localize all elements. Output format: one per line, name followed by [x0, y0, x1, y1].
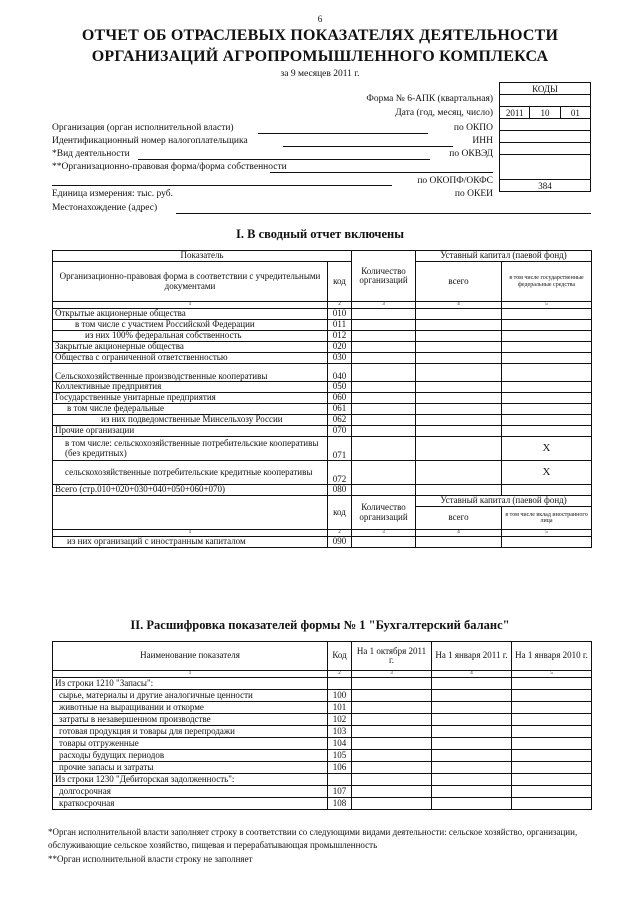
row-code: 040 — [328, 364, 352, 382]
value-cell[interactable] — [512, 714, 592, 726]
value-cell[interactable] — [432, 726, 512, 738]
row-code: 062 — [328, 415, 352, 426]
value-cell[interactable] — [352, 786, 432, 798]
row-code: 100 — [328, 690, 352, 702]
row-code: 105 — [328, 750, 352, 762]
codes-header: КОДЫ — [500, 83, 591, 95]
row-code: 070 — [328, 426, 352, 437]
row-label: Общества с ограниченной ответственностью — [53, 353, 328, 364]
value-cell[interactable] — [416, 393, 502, 404]
row-code: 080 — [328, 485, 352, 496]
table-row — [53, 762, 592, 774]
table-row — [53, 404, 592, 415]
value-cell[interactable] — [352, 750, 432, 762]
value-cell[interactable] — [502, 353, 592, 364]
row-code: 012 — [328, 331, 352, 342]
value-cell[interactable] — [502, 393, 592, 404]
row-label: Закрытые акционерные общества — [53, 342, 328, 353]
value-cell[interactable] — [352, 353, 416, 364]
table-row — [53, 690, 592, 702]
table-row — [53, 393, 592, 404]
col-num: 2 — [328, 671, 352, 678]
date-day-cell[interactable]: 01 — [560, 107, 590, 119]
h-indicator: Показатель — [53, 251, 352, 262]
row-code: 108 — [328, 798, 352, 810]
value-cell[interactable] — [352, 309, 416, 320]
table-row — [53, 461, 592, 485]
value-cell[interactable] — [416, 485, 502, 496]
value-cell[interactable] — [352, 798, 432, 810]
value-cell[interactable] — [352, 714, 432, 726]
row-label: Коллективные предприятия — [53, 382, 328, 393]
okopf-label: по ОКОПФ/ОКФС — [417, 176, 493, 186]
value-cell[interactable] — [416, 320, 502, 331]
okved-cell[interactable] — [500, 143, 591, 155]
table-row — [53, 437, 592, 461]
col-num: 4 — [416, 302, 502, 309]
inn-code-label: ИНН — [472, 136, 493, 146]
blank-cell — [53, 496, 328, 530]
h-date2: На 1 января 2011 г. — [432, 642, 512, 671]
row-label: Государственные унитарные предприятия — [53, 393, 328, 404]
col-num: 1 — [53, 530, 328, 537]
row-code: 101 — [328, 702, 352, 714]
value-cell[interactable] — [502, 320, 592, 331]
value-cell[interactable] — [416, 404, 502, 415]
value-cell[interactable] — [416, 382, 502, 393]
report-title-line1: ОТЧЕТ ОБ ОТРАСЛЕВЫХ ПОКАЗАТЕЛЯХ ДЕЯТЕЛЬНОСТИ — [81, 27, 559, 44]
date-label: Дата (год, месяц, число) — [395, 108, 493, 118]
x-mark: X — [502, 461, 592, 485]
value-cell[interactable] — [502, 415, 592, 426]
value-cell[interactable] — [352, 702, 432, 714]
h-state-funds: в том числе государственные федеральные средства — [502, 262, 592, 302]
value-cell[interactable] — [432, 798, 512, 810]
okved-label: по ОКВЭД — [449, 149, 493, 159]
value-cell[interactable] — [432, 702, 512, 714]
value-cell[interactable] — [352, 342, 416, 353]
row-code: 011 — [328, 320, 352, 331]
row-label: Всего (стр.010+020+030+040+050+060+070) — [53, 485, 328, 496]
okpo-label: по ОКПО — [453, 123, 493, 133]
row-code: 010 — [328, 309, 352, 320]
date-month-cell[interactable]: 10 — [530, 107, 560, 119]
col-num: 3 — [352, 530, 416, 537]
table-row — [53, 702, 592, 714]
value-cell[interactable] — [416, 461, 502, 485]
legal-form-label: **Организационно-правовая форма/форма собственности — [52, 162, 287, 172]
table-row — [53, 364, 592, 382]
codes-table — [499, 82, 591, 192]
okopf-cell[interactable] — [500, 155, 591, 180]
col-num: 5 — [512, 671, 592, 678]
row-code: 020 — [328, 342, 352, 353]
row-code: 107 — [328, 786, 352, 798]
value-cell[interactable] — [502, 537, 592, 548]
row-label: затраты в незавершенном производстве — [53, 714, 328, 726]
inn-cell[interactable] — [500, 131, 591, 143]
value-cell[interactable] — [512, 762, 592, 774]
value-cell[interactable] — [416, 537, 502, 548]
activity-input-line[interactable] — [138, 159, 430, 160]
h-orgform: Организационно-правовая форма в соответствии с учредительными документами — [53, 262, 328, 302]
value-cell[interactable] — [352, 393, 416, 404]
row-label: готовая продукция и товары для перепродажи — [53, 726, 328, 738]
h2-total: всего — [416, 507, 502, 530]
section2-table — [52, 641, 592, 810]
row-code: 072 — [328, 461, 352, 485]
value-cell[interactable] — [512, 678, 592, 690]
value-cell[interactable] — [352, 774, 432, 786]
value-cell[interactable] — [352, 461, 416, 485]
row-code: 060 — [328, 393, 352, 404]
value-cell[interactable] — [502, 309, 592, 320]
table-row — [53, 353, 592, 364]
x-mark: X — [502, 437, 592, 461]
legal-form-input-line[interactable] — [270, 172, 493, 173]
table-row — [53, 738, 592, 750]
row-code: 103 — [328, 726, 352, 738]
row-label: Из строки 1230 "Дебиторская задолженность": — [53, 774, 328, 786]
value-cell[interactable] — [512, 702, 592, 714]
table-row — [53, 786, 592, 798]
value-cell[interactable] — [502, 426, 592, 437]
table-row — [53, 678, 592, 690]
activity-label: *Вид деятельности — [52, 149, 130, 159]
row-label: из них организаций с иностранным капиталом — [53, 537, 328, 548]
table-row — [53, 342, 592, 353]
value-cell[interactable] — [352, 485, 416, 496]
table-row — [53, 537, 592, 548]
value-cell[interactable] — [352, 690, 432, 702]
value-cell[interactable] — [352, 415, 416, 426]
value-cell[interactable] — [352, 364, 416, 382]
h-date3: На 1 января 2010 г. — [512, 642, 592, 671]
col-num: 4 — [432, 671, 512, 678]
col-num: 5 — [502, 302, 592, 309]
value-cell[interactable] — [512, 786, 592, 798]
value-cell[interactable] — [416, 415, 502, 426]
row-code: 102 — [328, 714, 352, 726]
row-code: 061 — [328, 404, 352, 415]
section2-heading: II. Расшифровка показателей формы № 1 "Бухгалтерский баланс" — [130, 618, 510, 632]
value-cell[interactable] — [352, 320, 416, 331]
table-row — [53, 426, 592, 437]
row-code: 030 — [328, 353, 352, 364]
unit-label: Единица измерения: тыс. руб. — [52, 189, 173, 199]
okei-cell: 384 — [500, 180, 591, 192]
value-cell[interactable] — [352, 537, 416, 548]
row-code: 071 — [328, 437, 352, 461]
value-cell[interactable] — [416, 342, 502, 353]
h2-count: Количество организаций — [352, 496, 416, 530]
table-row — [53, 485, 592, 496]
value-cell[interactable] — [432, 774, 512, 786]
h-code2: Код — [328, 642, 352, 671]
org-label: Организация (орган исполнительной власти) — [52, 123, 234, 133]
value-cell[interactable] — [352, 678, 432, 690]
row-label: Открытые акционерные общества — [53, 309, 328, 320]
inn-input-line[interactable] — [283, 146, 453, 147]
row-label: прочие запасы и затраты — [53, 762, 328, 774]
row-label: в том числе федеральные — [53, 404, 328, 415]
section1-heading: I. В сводный отчет включены — [236, 227, 404, 241]
report-title-line2: ОРГАНИЗАЦИЙ АГРОПРОМЫШЛЕННОГО КОМПЛЕКСА — [91, 48, 549, 65]
value-cell[interactable] — [432, 690, 512, 702]
value-cell[interactable] — [416, 309, 502, 320]
row-label: сырье, материалы и другие аналогичные ценности — [53, 690, 328, 702]
okpo-cell[interactable] — [500, 119, 591, 131]
col-num: 3 — [352, 671, 432, 678]
h2-foreign: в том числе вклад иностранного лица — [502, 507, 592, 530]
row-code — [328, 678, 352, 690]
col-num: 1 — [53, 671, 328, 678]
value-cell[interactable] — [502, 404, 592, 415]
value-cell[interactable] — [416, 331, 502, 342]
table-row — [53, 309, 592, 320]
value-cell[interactable] — [512, 798, 592, 810]
value-cell[interactable] — [352, 762, 432, 774]
value-cell[interactable] — [432, 750, 512, 762]
row-label: краткосрочная — [53, 798, 328, 810]
h-charter: Уставный капитал (паевой фонд) — [416, 251, 592, 262]
value-cell[interactable] — [352, 738, 432, 750]
value-cell[interactable] — [432, 738, 512, 750]
table-row — [53, 714, 592, 726]
row-code — [328, 774, 352, 786]
okei-label: по ОКЕИ — [454, 189, 493, 199]
legal-form-input-line2[interactable] — [52, 185, 392, 186]
section1-table — [52, 250, 592, 548]
value-cell[interactable] — [432, 762, 512, 774]
page-number: 6 — [317, 14, 323, 24]
table-row — [53, 798, 592, 810]
value-cell[interactable] — [416, 364, 502, 382]
row-label: сельскохозяйственные потребительские кредитные кооперативы — [53, 461, 328, 485]
value-cell[interactable] — [512, 690, 592, 702]
value-cell[interactable] — [512, 726, 592, 738]
value-cell[interactable] — [512, 750, 592, 762]
h2-code: код — [328, 496, 352, 530]
value-cell[interactable] — [416, 437, 502, 461]
org-input-line[interactable] — [258, 133, 428, 134]
col-num: 2 — [328, 302, 352, 309]
location-input-line[interactable] — [176, 213, 591, 214]
row-label: из них подведомственные Минсельхозу России — [53, 415, 328, 426]
col-num: 2 — [328, 530, 352, 537]
h-code: код — [328, 262, 352, 302]
value-cell[interactable] — [352, 437, 416, 461]
value-cell[interactable] — [502, 382, 592, 393]
h2-charter: Уставный капитал (паевой фонд) — [416, 496, 592, 507]
value-cell[interactable] — [432, 786, 512, 798]
footnote-2: **Орган исполнительной власти строку не заполняет — [48, 854, 253, 864]
row-code: 106 — [328, 762, 352, 774]
value-cell[interactable] — [502, 331, 592, 342]
row-label: в том числе с участием Российской Федерации — [53, 320, 328, 331]
row-label: из них 100% федеральная собственность — [53, 331, 328, 342]
value-cell[interactable] — [352, 726, 432, 738]
value-cell[interactable] — [432, 678, 512, 690]
value-cell[interactable] — [416, 426, 502, 437]
table-row — [53, 750, 592, 762]
h-count: Количество организаций — [352, 251, 416, 302]
row-label: долгосрочная — [53, 786, 328, 798]
table-row — [53, 382, 592, 393]
row-code: 090 — [328, 537, 352, 548]
row-label: Прочие организации — [53, 426, 328, 437]
value-cell[interactable] — [512, 738, 592, 750]
location-label: Местонахождение (адрес) — [52, 203, 158, 213]
form-label: Форма № 6-АПК (квартальная) — [366, 94, 493, 104]
table-row — [53, 415, 592, 426]
form-code-cell[interactable] — [500, 95, 591, 107]
row-code: 050 — [328, 382, 352, 393]
row-label: Из строки 1210 "Запасы": — [53, 678, 328, 690]
value-cell[interactable] — [352, 331, 416, 342]
value-cell[interactable] — [432, 714, 512, 726]
table-row — [53, 320, 592, 331]
row-label: Сельскохозяйственные производственные кооперативы — [53, 364, 328, 382]
value-cell[interactable] — [502, 342, 592, 353]
row-label: животные на выращивании и откорме — [53, 702, 328, 714]
h-date1: На 1 октября 2011 г. — [352, 642, 432, 671]
table-row — [53, 774, 592, 786]
value-cell[interactable] — [512, 774, 592, 786]
col-num: 1 — [53, 302, 328, 309]
value-cell[interactable] — [352, 404, 416, 415]
value-cell[interactable] — [416, 353, 502, 364]
col-num: 5 — [502, 530, 592, 537]
report-period: за 9 месяцев 2011 г. — [280, 69, 360, 79]
row-label: в том числе: сельскохозяйственные потребительские кооперативы (без кредитных) — [53, 437, 328, 461]
col-num: 3 — [352, 302, 416, 309]
row-code: 104 — [328, 738, 352, 750]
row-label: расходы будущих периодов — [53, 750, 328, 762]
value-cell[interactable] — [502, 485, 592, 496]
col-num: 4 — [416, 530, 502, 537]
inn-label: Идентификационный номер налогоплательщика — [52, 136, 248, 146]
date-year-cell[interactable]: 2011 — [500, 107, 530, 119]
value-cell[interactable] — [502, 364, 592, 382]
row-label: товары отгруженные — [53, 738, 328, 750]
value-cell[interactable] — [352, 426, 416, 437]
h-name: Наименование показателя — [53, 642, 328, 671]
table-row — [53, 331, 592, 342]
value-cell[interactable] — [352, 382, 416, 393]
footnote-1: *Орган исполнительной власти заполняет строку в соответствии со следующими видами деятельности: сельское хозяйство, организации, обслуживающие сельское хозяйство, пищевая и перерабатывающая промышленность — [48, 827, 578, 850]
h-total: всего — [416, 262, 502, 302]
table-row — [53, 726, 592, 738]
